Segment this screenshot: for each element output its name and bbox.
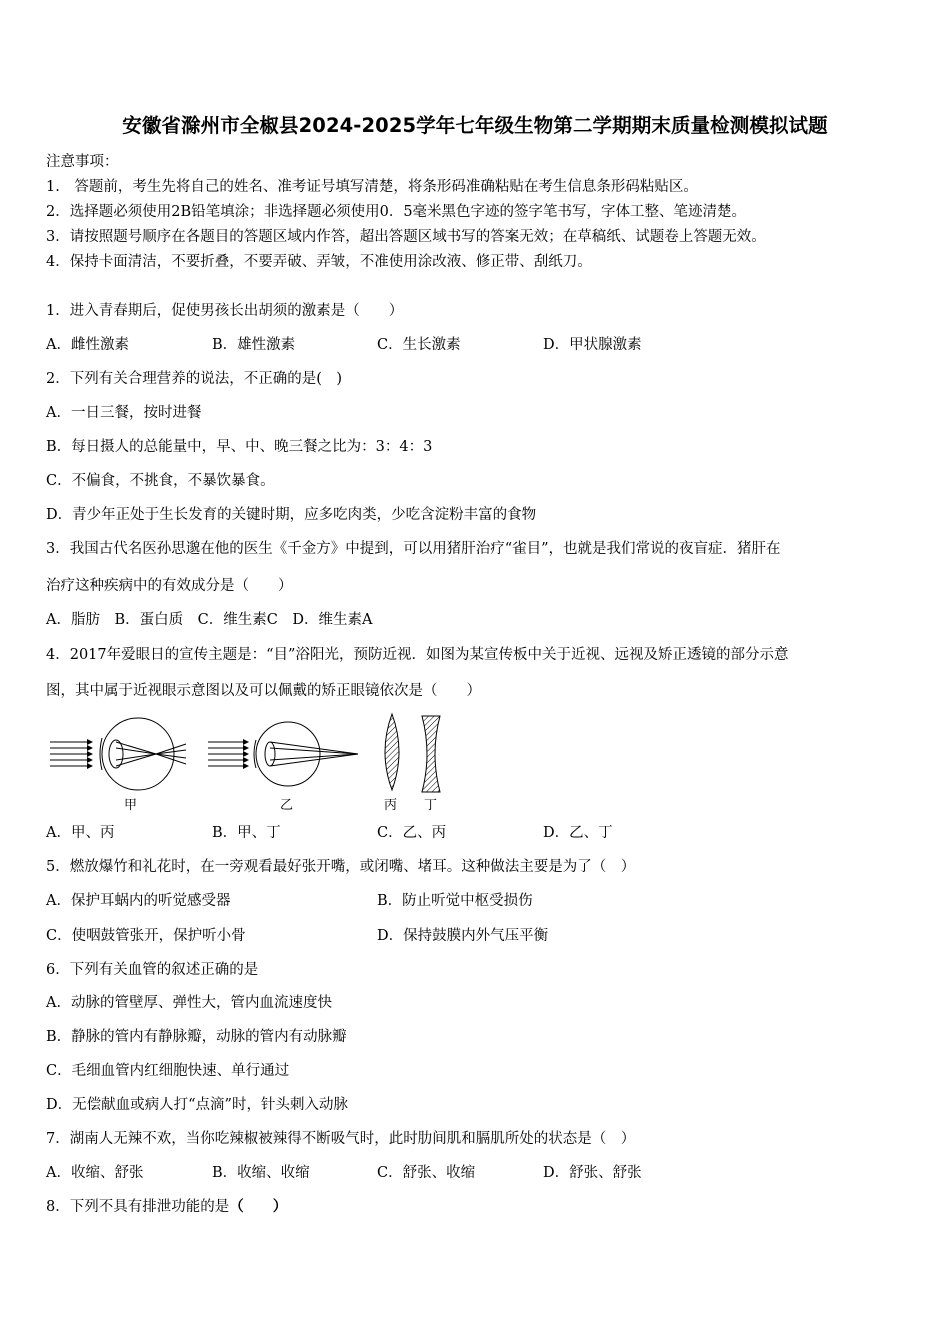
question-8-stem (46, 1197, 287, 1217)
q5-option-a: A．保护耳蜗内的听觉感受器 (46, 893, 231, 909)
q7-option-b: B．收缩、收缩 (212, 1165, 310, 1181)
concave-lens-ding (422, 716, 440, 792)
q5-option-d: D．保持鼓膜内外气压平衡 (377, 928, 549, 944)
question-3-stem-line1: 3．我国古代名医孙思邈在他的医生《千金方》中提到，可以用猪肝治疗“雀目”，也就是我们常说的夜盲症．猪肝在 (46, 541, 781, 557)
q2-option-d: D．青少年正处于生长发育的关键时期，应多吃肉类，少吃含淀粉丰富的食物 (46, 507, 537, 523)
q5-option-c: C．使咽鼓管张开，保护听小骨 (46, 928, 246, 944)
q5-option-b: B．防止听觉中枢受损伤 (377, 893, 533, 909)
question-1-stem: 1．进入青春期后，促使男孩长出胡须的激素是（ ） (46, 303, 404, 319)
q2-option-c: C．不偏食，不挑食，不暴饮暴食。 (46, 473, 275, 489)
figure-label-jia: 甲 (124, 798, 138, 813)
q7-option-c: C．舒张、收缩 (377, 1165, 476, 1181)
q6-option-c: C．毛细血管内红细胞快速、单行通过 (46, 1063, 290, 1079)
question-4-stem-line2: 图，其中属于近视眼示意图以及可以佩戴的矫正眼镜依次是（ ） (46, 683, 481, 699)
q3-options: A．脂肪 B．蛋白质 C．维生素C D．维生素A (46, 612, 373, 628)
question-2-stem: 2．下列有关合理营养的说法，不正确的是( ) (46, 371, 343, 387)
q8-answer-paren: （ ） (229, 1198, 288, 1215)
q2-option-b: B．每日摄人的总能量中，早、中、晚三餐之比为：3：4：3 (46, 439, 433, 455)
q7-option-a: A．收缩、舒张 (46, 1165, 144, 1181)
notice-item: 3．请按照题号顺序在各题目的答题区域内作答，超出答题区域书写的答案无效；在草稿纸、试题卷上答题无效。 (46, 229, 766, 245)
question-5-stem: 5．燃放爆竹和礼花时，在一旁观看最好张开嘴，或闭嘴、堵耳。这种做法主要是为了（ ） (46, 859, 636, 875)
figure-label-yi: 乙 (280, 798, 294, 813)
q6-option-b: B．静脉的管内有静脉瓣，动脉的管内有动脉瓣 (46, 1029, 347, 1045)
q6-option-a: A．动脉的管壁厚、弹性大，管内血流速度快 (46, 995, 332, 1011)
q1-option-b: B．雄性激素 (212, 337, 296, 353)
q8-stem-text: 8．下列不具有排泄功能的是 (46, 1199, 230, 1215)
q7-option-d: D．舒张、舒张 (543, 1165, 642, 1181)
notice-item: 2．选择题必须使用2B铅笔填涂；非选择题必须使用0．5毫米黑色字迹的签字笔书写，字体工整、笔迹清楚。 (46, 204, 747, 220)
q1-option-c: C．生长激素 (377, 337, 461, 353)
q4-option-b: B．甲、丁 (212, 825, 281, 841)
figure-label-bing: 丙 (384, 798, 398, 813)
question-3-stem-line2: 治疗这种疾病中的有效成分是（ ） (46, 578, 293, 594)
notice-heading: 注意事项： (46, 154, 119, 170)
q4-figure-svg (44, 710, 464, 814)
q4-option-c: C．乙、丙 (377, 825, 447, 841)
notice-item: 4．保持卡面清洁，不要折叠，不要弄破、弄皱，不准使用涂改液、修正带、刮纸刀。 (46, 254, 592, 270)
q1-option-d: D．甲状腺激素 (543, 337, 642, 353)
q1-option-a: A．雌性激素 (46, 337, 129, 353)
notice-item: 1. 答题前，考生先将自己的姓名、准考证号填写清楚，将条形码准确粘贴在考生信息条形码粘贴区。 (46, 179, 698, 195)
q2-option-a: A．一日三餐，按时进餐 (46, 405, 202, 421)
eye-diagram-jia (50, 718, 186, 790)
q6-option-d: D．无偿献血或病人打“点滴”时，针头刺入动脉 (46, 1097, 348, 1113)
question-6-stem: 6．下列有关血管的叙述正确的是 (46, 962, 259, 978)
q4-eye-lens-figure (44, 710, 464, 814)
q4-option-d: D．乙、丁 (543, 825, 613, 841)
question-4-stem-line1: 4．2017年爱眼日的宣传主题是：“目”浴阳光，预防近视．如图为某宣传板中关于近视、远视及矫正透镜的部分示意 (46, 647, 789, 663)
q4-option-a: A．甲、丙 (46, 825, 115, 841)
convex-lens-bing (385, 714, 399, 790)
page-title: 安徽省滁州市全椒县2024-2025学年七年级生物第二学期期末质量检测模拟试题 (122, 114, 828, 137)
eye-diagram-yi (208, 722, 358, 786)
figure-label-ding: 丁 (424, 798, 438, 813)
question-7-stem: 7．湖南人无辣不欢，当你吃辣椒被辣得不断吸气时，此时肋间肌和膈肌所处的状态是（ ） (46, 1131, 636, 1147)
